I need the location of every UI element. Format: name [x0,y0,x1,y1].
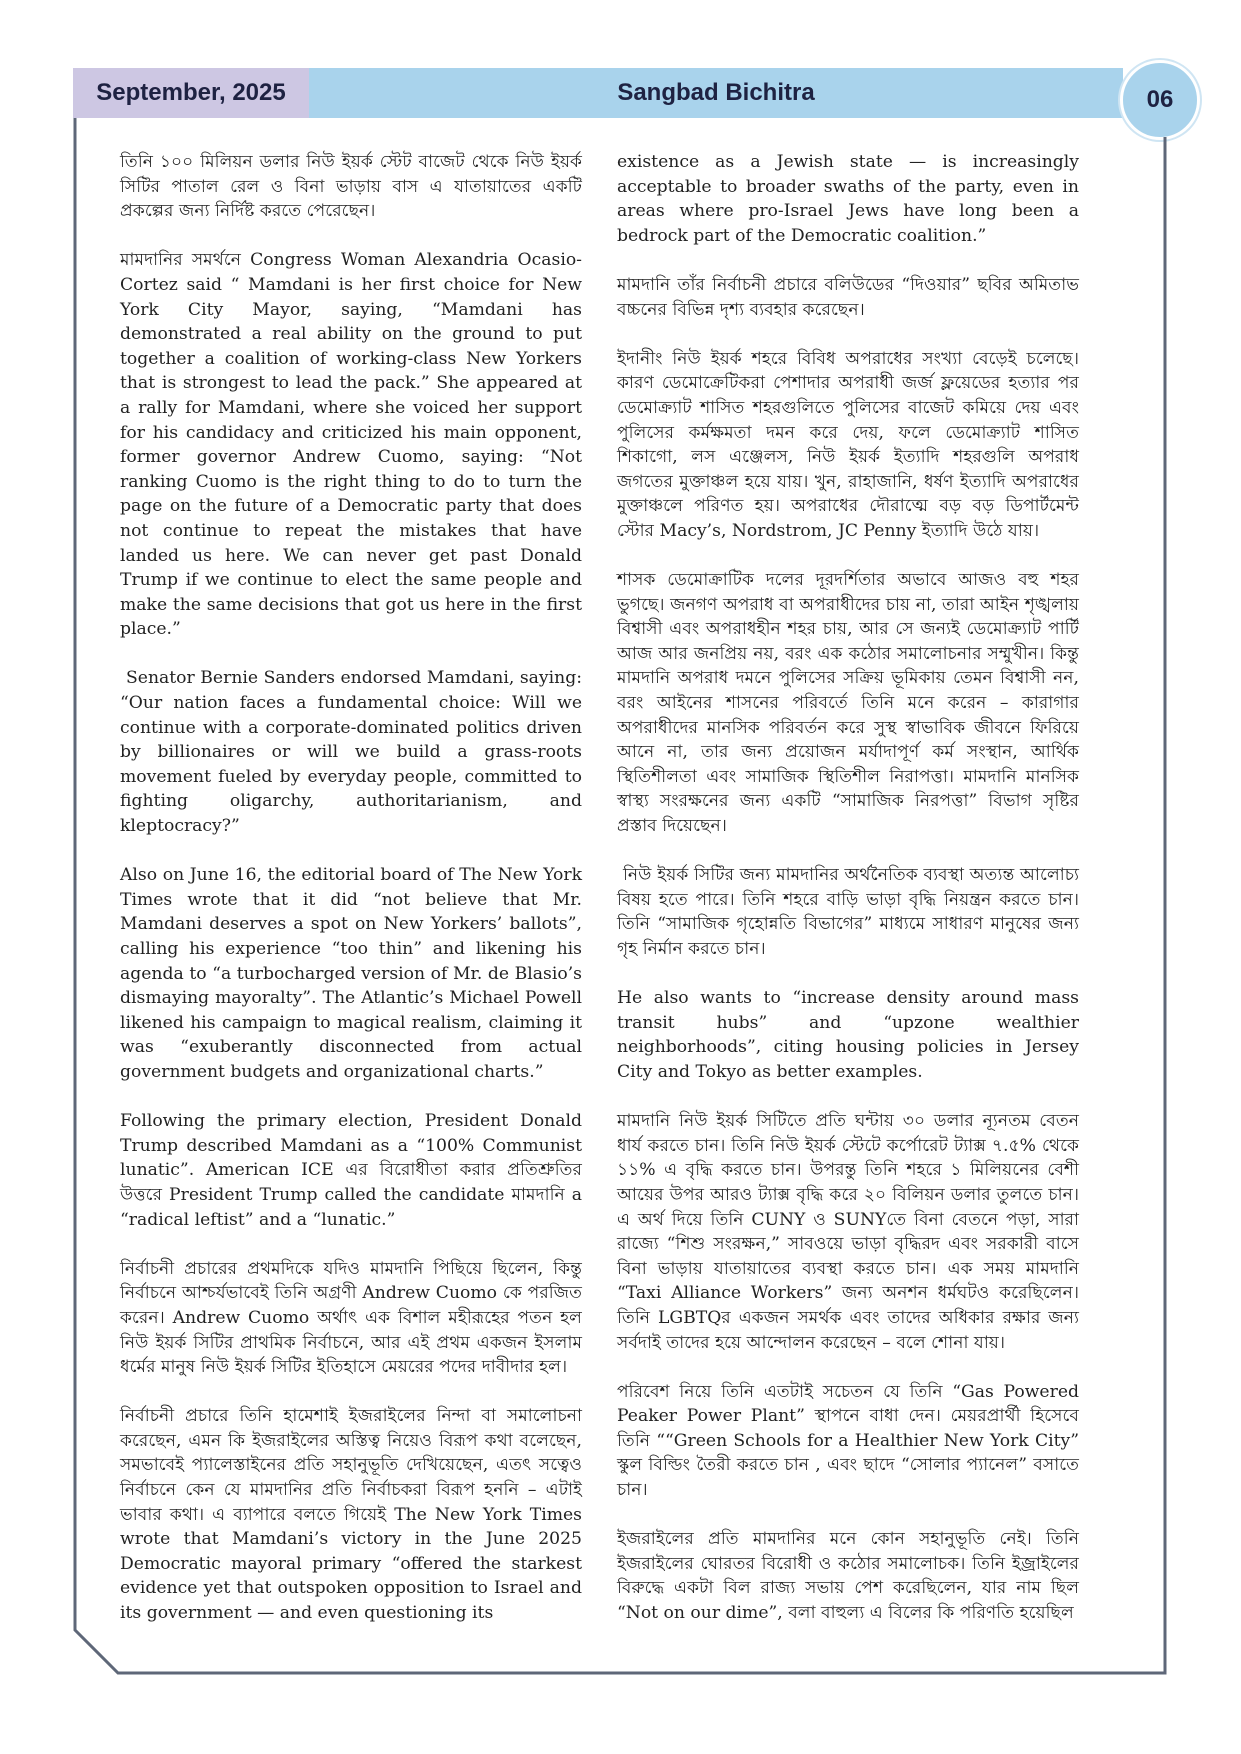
page-header [73,68,1123,118]
paragraph: পরিবেশ নিয়ে তিনি এতটাই সচেতন যে তিনি “Gas Powered Peaker Power Plant” স্থাপনে বাধা দেন। মেয়রপ্রার্থী হিসেবে তিনি ““Green Schools for a Healthier New York City” স্কুল বিল্ডিং তৈরী করতে চান , এবং ছাদে “সোলার প্যানেল” বসাতে চান। [617,1381,1079,1501]
paragraph: নিউ ইয়র্ক সিটির জন্য মামদানির অর্থনৈতিক ব্যবস্থা অত্যন্ত আলোচ্য বিষয় হতে পারে। তিনি শহরে বাড়ি ভাড়া বৃদ্ধি নিয়ন্ত্রন করতে চান। তিনি “সামাজিক গৃহোন্নতি বিভাগের” মাধ্যমে সাধারণ মানুষের জন্য গৃহ নির্মান করতে চান। [617,865,1079,959]
paragraph: ইজরাইলের প্রতি মামদানির মনে কোন সহানুভূতি নেই। তিনি ইজরাইলের ঘোরতর বিরোধী ও কঠোর সমালোচক। তিনি ইজ্রাইলের বিরুদ্ধে একটা বিল রাজ্য সভায় পেশ করেছিলেন, যার নাম ছিল “Not on our dime”, বলা বাহুল্য এ বিলের কি পরিণতি হয়েছিল [617,1529,1079,1624]
header-date: September, 2025 [73,68,309,118]
paragraph: Also on June 16, the editorial board of The New York Times wrote that it did “not believe that Mr. Mamdani deserves a spot on New Yorkers’ ballots”, calling his experience “too thin” and likening his agenda to “a turbocharged version of Mr. de Blasio’s dismaying mayoralty”. The Atlantic’s Michael Powell likened his campaign to magical realism, claiming it was “exuberantly disconnected from actual government budgets and organizational charts.” [120,865,582,1082]
paragraph: Senator Bernie Sanders endorsed Mamdani, saying: “Our nation faces a fundamental choice: Will we continue with a corporate-dominated politics driven by billionaires or will we build a grass-roots movement fueled by everyday people, committed to fighting oligarchy, authoritarianism, and kleptocracy?” [120,668,582,837]
paragraph: মামদানির সমর্থনে Congress Woman Alexandria Ocasio-Cortez said “ Mamdani is her first choice for New York City Mayor, saying, “Mamdani has demonstrated a real ability on the ground to put together a coalition of working-class New Yorkers that is strongest to lead the pack.” She appeared at a rally for Mamdani, where she voiced her support for his candidacy and criticized his main opponent, former governor Andrew Cuomo, saying: “Not ranking Cuomo is the right thing to do to turn the page on the future of a Democratic party that does not continue to repeat the mistakes that have landed us here. We can never get past Donald Trump if we continue to elect the same people and make the same decisions that got us here in the first place.” [120,250,582,640]
paragraph: He also wants to “increase density around mass transit hubs” and “upzone wealthier neighborhoods”, citing housing policies in Jersey City and Tokyo as better examples. [617,988,1079,1082]
paragraph: existence as a Jewish state — is increasingly acceptable to broader swaths of the party, even in areas where pro-Israel Jews have long been a bedrock part of the Democratic coalition.” [617,152,1079,246]
article-column-left [120,150,582,1650]
paragraph: তিনি ১০০ মিলিয়ন ডলার নিউ ইয়র্ক স্টেট বাজেট থেকে নিউ ইয়র্ক সিটির পাতাল রেল ও বিনা ভাড়ায় বাস এ যাতায়াতের একটি প্রকল্পের জন্য নির্দিষ্ট করতে পেরেছেন। [120,152,582,222]
header-title: Sangbad Bichitra [309,68,1123,118]
paragraph: ইদানীং নিউ ইয়র্ক শহরে বিবিধ অপরাধের সংখ্যা বেড়েই চলেছে। কারণ ডেমোক্রেটিকরা পেশাদার অপরাধী জর্জ ফ্লয়েডের হত্যার পর ডেমোক্র্যাট শাসিত শহরগুলিতে পুলিসের বাজেট কমিয়ে দেয় এবং পুলিসের কর্মক্ষমতা দমন করে দেয়, ফলে ডেমোক্র্যাট শাসিত শিকাগো, লস এঞ্জেলস, নিউ ইয়র্ক ইত্যাদি শহরগুলি অপরাধ জগতের মুক্তাঞ্চল হয়ে যায়। খুন, রাহাজানি, ধর্ষণ ইত্যাদি অপরাধের মুক্তাঞ্চলে পরিণত হয়। অপরাধের দৌরাত্মে বড় বড় ডিপার্টমেন্ট স্টোর Macy’s, Nordstrom, JC Penny ইত্যাদি উঠে যায়। [617,348,1079,541]
paragraph: মামদানি তাঁর নির্বাচনী প্রচারে বলিউডের “দিওয়ার” ছবির অমিতাভ বচ্চনের বিভিন্ন দৃশ্য ব্যবহার করেছেন। [617,274,1079,320]
article-column-right [617,150,1079,1650]
paragraph: শাসক ডেমোক্রাটিক দলের দূরদর্শিতার অভাবে আজও বহু শহর ভুগছে। জনগণ অপরাধ বা অপরাধীদের চায় না, তারা আইন শৃঙ্খলায় বিশ্বাসী এবং অপরাধহীন শহর চায়, আর সে জন্যই ডেমোক্র্যাট পার্টি আজ আর জনপ্রিয় নয়, বরং এক কঠোর সমালোচনার সম্মুখীন। কিন্তু মামদানি অপরাধ দমনে পুলিসের সক্রিয় ভূমিকায় তেমন বিশ্বাসী নন, বরং আইনের শাসনের পরিবর্তে তিনি মনে করেন – কারাগার অপরাধীদের মানসিক পরিবর্তন করে সুস্থ স্বাভাবিক জীবনে ফিরিয়ে আনে না, তার জন্য প্রয়োজন মর্যাদাপূর্ণ কর্ম সংস্থান, আর্থিক স্থিতিশীলতা এবং সামাজিক স্থিতিশীল নিরাপত্তা। মামদানি মানসিক স্বাস্থ্য সংরক্ষনের জন্য একটি “সামাজিক নিরপত্তা” বিভাগ সৃষ্টির প্রস্তাব দিয়েছেন। [617,570,1079,837]
page-number-badge: 06 [1120,60,1200,140]
paragraph: নির্বাচনী প্রচারে তিনি হামেশাই ইজরাইলের নিন্দা বা সমালোচনা করেছেন, এমন কি ইজরাইলের অস্তিত্ব নিয়েও বিরূপ কথা বলেছেন, সমভাবেই প্যালেস্তাইনের প্রতি সহানুভূতি দেখিয়েছেন, এতৎ সত্বেও নির্বাচনে কেন যে মামদানির প্রতি নির্বাচকরা বিরূপ হননি – এটাই ভাবার কথা। এ ব্যাপারে বলতে গিয়েই The New York Times wrote that Mamdani’s victory in the June 2025 Democratic mayoral primary “offered the starkest evidence yet that outspoken opposition to Israel and its government — and even questioning its [120,1406,582,1624]
paragraph: নির্বাচনী প্রচারের প্রথমদিকে যদিও মামদানি পিছিয়ে ছিলেন, কিন্তু নির্বাচনে আশ্চর্যভাবেই তিনি অগ্রণী Andrew Cuomo কে পরজিত করেন। Andrew Cuomo অর্থাৎ এক বিশাল মহীরূহের পতন হল নিউ ইয়র্ক সিটির প্রাথমিক নির্বাচনে, আর এই প্রথম একজন ইসলাম ধর্মের মানুষ নিউ ইয়র্ক সিটির ইতিহাসে মেয়রের পদের দাবীদার হল। [120,1258,582,1378]
paragraph: মামদানি নিউ ইয়র্ক সিটিতে প্রতি ঘন্টায় ৩০ ডলার ন্যূনতম বেতন ধার্য করতে চান। তিনি নিউ ইয়র্ক স্টেটে কর্পোরেট ট্যাক্স ৭.৫% থেকে ১১% এ বৃদ্ধি করতে চান। উপরন্তু তিনি শহরে ১ মিলিয়নের বেশী আয়ের উপর আরও ট্যাক্স বৃদ্ধি করে ২০ বিলিয়ন ডলার তুলতে চান। এ অর্থ দিয়ে তিনি CUNY ও SUNYতে বিনা বেতনে পড়া, সারা রাজ্যে “শিশু সংরক্ষন,” সাবওয়ে ভাড়া বৃদ্ধিরদ এবং সরকারী বাসে বিনা ভাড়ায় যাতায়াতের ব্যবস্থা করতে চান। এক সময় মামদানি “Taxi Alliance Workers” জন্য অনশন ধর্মঘটও করেছিলেন। তিনি LGBTQর একজন সমর্থক এবং তাদের অধিকার রক্ষার জন্য সর্বদাই তাদের হয়ে আন্দোলন করেছেন – বলে শোনা যায়। [617,1111,1079,1353]
paragraph: Following the primary election, President Donald Trump described Mamdani as a “100% Communist lunatic”. American ICE এর বিরোধীতা করার প্রতিশ্রুতির উত্তরে President Trump called the candidate মামদানি a “radical leftist” and a “lunatic.” [120,1111,582,1230]
